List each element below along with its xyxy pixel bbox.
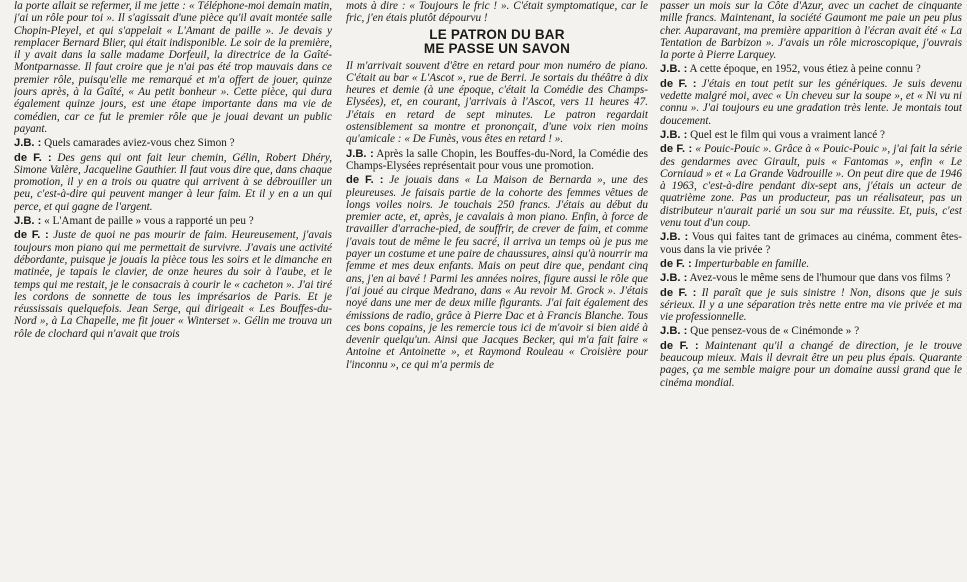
answer-text: « Pouic-Pouic ». Grâce à « Pouic-Pouic », j'ai fait la série des gendarmes avec Girault, puis « Fantomas », enfin « Le Corniaud » et « La Grande Vadrouille ». On peut dire que de 1946 à 1963, c'est-à-dire pendant dix-sept ans, j'étais un acteur de quatrième zone. Pas un producteur, pas un réalisateur, pas un distributeur n'aurait parié un sou sur ma réussite. Et, puis, c'est venu tout d'un coup.: [660, 143, 962, 230]
speaker-jb: J.B. :: [660, 231, 689, 244]
column-2: [346, 0, 648, 582]
question-text: Que pensez-vous de « Cinémonde » ?: [690, 325, 860, 338]
question-text: Quels camarades aviez-vous chez Simon ?: [44, 137, 235, 150]
answer-text: Maintenant qu'il a changé de direction, je le trouve beaucoup mieux. Mais il devrait être un peu plus épais. Quarante pages, ça me semble maigre pour un domaine aussi grand que le cinéma mondial.: [660, 339, 962, 389]
speaker-jb: J.B. :: [14, 215, 42, 228]
answer-text: Je jouais dans « La Maison de Bernarda », une des pleureuses. Je faisais partie de la cohorte des femmes vêtues de longs voiles noirs. Je touchais 250 francs. J'étais au début du premier acte, et, après, je cavalais à mon piano. Enfin, à force de travailler d'arrache-pied, de souffrir, de crever de faim, et comme j'avais tout de même le feu sacré, il arriva un temps où je pus me payer un costume et une paire de chaussures, ainsi qu'à nourrir ma femme et mes deux enfants. Mais on peut dire que, pendant cinq ans, j'en ai bavé ! Parmi les années noires, figure aussi le rôle que j'ai joué au cirque Medrano, dans « Au revoir M. Grock ». J'étais noyé dans une mer de deux mille figurants. J'ai fait également des émissions de radio, grâce à Pierre Dac et à Francis Blanche. Tous ces bons copains, je les remercie tous ici de m'avoir si bien aidé à devenir quelqu'un. Ainsi que Jacques Becker, qui m'a fait faire « Antoine et Antoinette », et Raymond Rouleau « Croisière pour l'inconnu », ce qui m'a permis de: [346, 174, 648, 371]
answer-text: Des gens qui ont fait leur chemin, Gélin, Robert Dhéry, Simone Valère, Jacqueline Gauthier. Il faut vous dire que, dans chaque promotion, il y en a trois ou quatre qui arrivent à se débrouiller un peu, c'est-à-dire qui peuvent manger à leur faim. Et il y en a un qui perce, et qui gagne de l'argent.: [14, 151, 332, 213]
speaker-def: de F. :: [14, 229, 49, 242]
question-text: Avez-vous le même sens de l'humour que dans vos films ?: [689, 272, 951, 285]
question-text: Vous qui faites tant de grimaces au cinéma, comment êtes-vous dans la vie privée ?: [660, 231, 962, 256]
question: [346, 148, 648, 173]
section-headline: [346, 28, 648, 56]
speaker-def: de F. :: [14, 151, 52, 164]
speaker-def: de F. :: [660, 257, 692, 270]
question: [660, 325, 962, 337]
question: [14, 137, 332, 149]
speaker-def: de F. :: [346, 174, 384, 187]
paragraph: la porte allait se refermer, il me jette : « Téléphone-moi demain matin, j'ai un rôle pour toi ». Il s'agissait d'une pièce qu'il avait montée salle Chopin-Pleyel, et qui s'appelait « L'Amant de paille ». Je devais y remplacer Bernard Blier, qui était indisponible. Le soir de la première, il y avait dans la salle madame Dorfeuil, la directrice de la Gaîté-Montparnasse. Il faut croire que je n'ai pas été trop mauvais dans ce premier rôle, puisqu'elle me remarqué et m'a offert de jouer, quinze jours après, à la Gaîté, « Au petit bonheur ». Cette pièce, qui dura également quinze jours, est une étape importante dans ma vie de comédien, car ce fut le premier rôle que je jouai devant un public payant.: [14, 0, 332, 135]
answer-text: J'étais en tout petit sur les génériques. Je suis devenu vedette malgré moi, avec « Un cheveu sur la soupe », et « Ni vu ni connu ». J'ai toujours eu une gradation très lente. Je montais tout doucement.: [660, 77, 962, 127]
answer: [660, 78, 962, 127]
headline-line: ME PASSE UN SAVON: [423, 40, 571, 56]
answer: [14, 229, 332, 340]
answer: [14, 152, 332, 213]
column-3: [660, 0, 962, 582]
answer: [660, 143, 962, 229]
speaker-jb: J.B. :: [660, 325, 688, 338]
paragraph: passer un mois sur la Côte d'Azur, avec un cachet de cinquante mille francs. Maintenant, la société Gaumont me paie un peu plus cher. Auparavant, ma première apparition à l'écran avait été « La Tentation de Barbizon ». J'avais un rôle microscopique, j'ouvrais la porte à Pierre Larquey.: [660, 0, 962, 62]
question: [660, 272, 962, 284]
answer: [660, 258, 962, 270]
speaker-jb: J.B. :: [14, 137, 42, 150]
question: [660, 129, 962, 141]
paragraph: mots à dire : « Toujours le fric ! ». C'était symptomatique, car le fric, j'en étais plutôt dépourvu !: [346, 0, 648, 25]
answer-text: Imperturbable en famille.: [694, 257, 810, 270]
question: [660, 231, 962, 256]
column-1: [14, 0, 332, 582]
answer-text: Il paraît que je suis sinistre ! Non, disons que je suis sérieux. Il y a une séparation très nette entre ma vie privée et ma vie professionnelle.: [660, 286, 962, 324]
question-text: Après la salle Chopin, les Bouffes-du-Nord, la Comédie des Champs-Elysées représentait pour vous une promotion.: [346, 147, 648, 172]
speaker-def: de F. :: [660, 286, 697, 299]
headline-line: LE PATRON DU BAR: [429, 26, 565, 42]
answer: [660, 287, 962, 324]
question-text: Quel est le film qui vous a vraiment lancé ?: [690, 128, 885, 141]
answer-text: Juste de quoi ne pas mourir de faim. Heureusement, j'avais toujours mon piano qui me permettait de survivre. J'avais une activité débordante, puisque je jouais la pièce tous les soirs et le dimanche en matinée, je tapais le clavier, de onze heures du soir à l'aube, et le temps qui me restait, je le consacrais à courir le « cacheton ». J'ai tiré les cordons de sonnette de tous les imprésarios de Paris. Et je réussissais quelquefois. Jean Serge, qui dirigeait « Les Bouffes-du-Nord », à La Chapelle, me fit jouer « Winterset ». Gélin me trouva un rôle de clochard qui n'avait que trois: [14, 229, 332, 340]
answer: [660, 340, 962, 389]
speaker-jb: J.B. :: [660, 63, 688, 76]
speaker-def: de F. :: [660, 339, 699, 352]
question: [660, 63, 962, 75]
question-text: A cette époque, en 1952, vous étiez à peine connu ?: [689, 63, 921, 76]
speaker-def: de F. :: [660, 143, 693, 156]
question: [14, 215, 332, 227]
speaker-jb: J.B. :: [346, 147, 374, 160]
speaker-jb: J.B. :: [660, 128, 688, 141]
paragraph: Il m'arrivait souvent d'être en retard pour mon numéro de piano. C'était au bar « L'Ascot », rue de Berri. Je sortais du théâtre à dix heures et demie (à une époque, c'était la Comédie des Champs-Elysées), et, en courant, j'arrivais à l'Ascot, vers 11 heures 47. J'étais en retard de sept minutes. Le patron regardait ostensiblement sa montre et prononçait, d'une voix rien moins qu'amicale : « De Funès, vous êtes en retard ! ».: [346, 59, 648, 146]
speaker-jb: J.B. :: [660, 272, 688, 285]
speaker-def: de F. :: [660, 77, 697, 90]
answer: [346, 174, 648, 371]
question-text: « L'Amant de paille » vous a rapporté un peu ?: [44, 215, 254, 228]
